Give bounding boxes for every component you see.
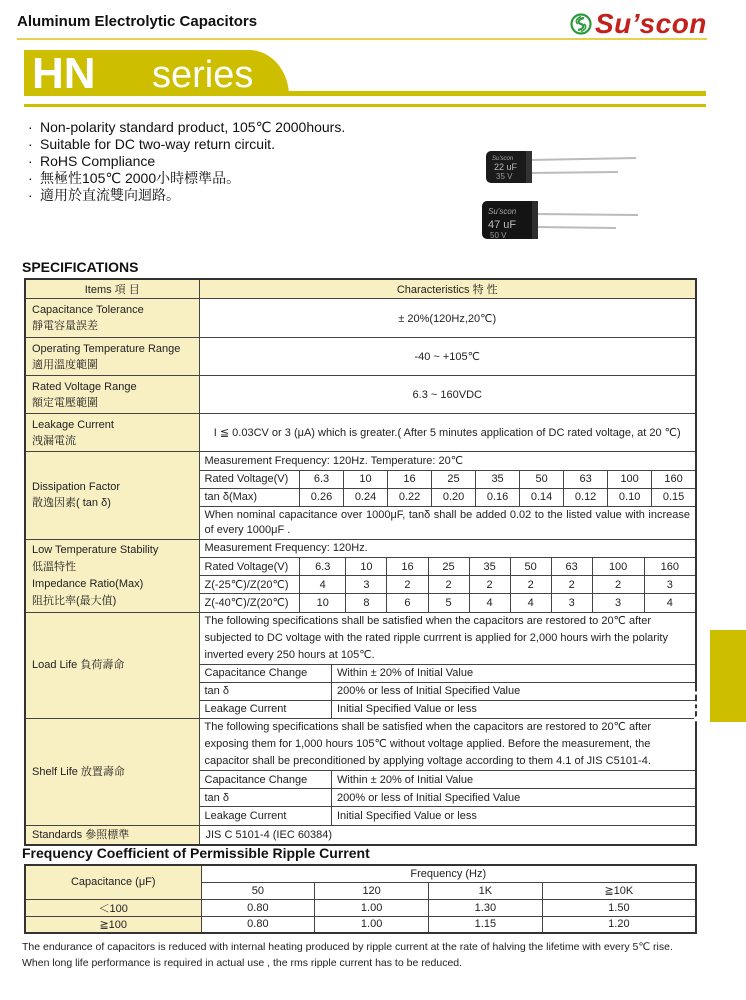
- ripple-note: The endurance of capacitors is reduced with internal heating produced by ripple current at the rate of halving the lifetime with every 5℃ rise. When long life performance is required in actual use , the rms ripple current has to be reduced.: [22, 941, 673, 969]
- series-banner: [24, 50, 706, 98]
- item-label: Dissipation Factor 散逸因素( tan δ): [25, 452, 199, 540]
- svg-text:Su'scon: Su'scon: [492, 156, 514, 162]
- svg-text:Su'scon: Su'scon: [488, 207, 517, 216]
- header-items: Items 項 目: [25, 279, 199, 299]
- shelf-life-table: The following specifications shall be satisfied when the capacitors are restored to 20℃ after exposing them for 1,000 hours 105℃ without voltage applied. Before the measurement, the capacitor shall be preconditioned by applying voltage according to them 4.1 of JIS C5101-4. Capacitance Change Within ± 20% of Initial Value tan δ 200% or less of Initial Specified Value Leakage Current Initial Specified Value or less: [200, 719, 696, 825]
- series-underline: [24, 104, 706, 107]
- ripple-table: [24, 864, 697, 934]
- svg-text:22 uF: 22 uF: [494, 162, 518, 172]
- spec-row-load-life: [25, 612, 696, 719]
- frequency-row: 50 120 1K ≧10K: [25, 882, 696, 899]
- spec-header-row: [25, 279, 696, 299]
- item-label: Leakage Current 洩漏電流: [25, 414, 199, 452]
- measurement-condition: Measurement Frequency: 120Hz. Temperature: 20℃: [200, 452, 696, 470]
- feature-item: · 適用於直流雙向迴路。: [28, 187, 180, 203]
- item-value: 6.3 ~ 160VDC: [199, 376, 696, 414]
- brand-swirl-icon: [570, 13, 592, 35]
- feature-list: [28, 119, 345, 204]
- svg-text:35 V: 35 V: [496, 172, 513, 181]
- header-characteristics: Characteristics 特 性: [199, 279, 696, 299]
- side-series-tab: HN: [710, 630, 746, 722]
- product-photo: [478, 148, 648, 243]
- series-word: series: [152, 54, 254, 96]
- series-banner-line: [274, 91, 706, 96]
- item-label: Rated Voltage Range 額定電壓範圍: [25, 376, 199, 414]
- feature-item: · RoHS Compliance: [28, 153, 156, 169]
- impedance-40-row: Z(-40℃)/Z(20℃) 10 8 6 5 4 4 3 3 4: [200, 594, 696, 612]
- svg-text:47 uF: 47 uF: [488, 219, 517, 231]
- impedance-25-row: Z(-25℃)/Z(20℃) 4 3 2 2 2 2 2 2 3: [200, 576, 696, 594]
- item-label: Low Temperature Stability 低溫特性 Impedance Ratio(Max) 阻抗比率(最大值): [25, 539, 199, 612]
- svg-text:50 V: 50 V: [490, 231, 507, 240]
- spec-row-leakage-current: [25, 414, 696, 452]
- impedance-table: [200, 540, 696, 612]
- series-code: HN: [32, 49, 96, 98]
- spec-row-operating-temperature: [25, 338, 696, 376]
- ripple-row: ≧100 0.80 1.00 1.15 1.20: [25, 916, 696, 933]
- spec-row-shelf-life: [25, 719, 696, 826]
- spec-row-rated-voltage-range: [25, 376, 696, 414]
- spec-row-capacitance-tolerance: [25, 299, 696, 338]
- item-label: Capacitance Tolerance 靜電容量誤差: [25, 299, 199, 338]
- measurement-condition: Measurement Frequency: 120Hz.: [200, 540, 696, 558]
- item-value: ± 20%(120Hz,20℃): [199, 299, 696, 338]
- item-label: Standards 參照標準: [25, 825, 199, 845]
- capacitor-large: [482, 201, 638, 240]
- ripple-header-row: [25, 865, 696, 882]
- feature-item: · Suitable for DC two-way return circuit.: [28, 136, 275, 152]
- capacitor-small: [486, 151, 636, 183]
- item-label: Operating Temperature Range 適用溫度範圍: [25, 338, 199, 376]
- item-value: JIS C 5101-4 (IEC 60384): [199, 825, 696, 845]
- feature-item: · 無極性105℃ 2000小時標準品。: [28, 170, 241, 186]
- dissipation-table: [200, 452, 696, 539]
- item-label: Shelf Life 放置壽命: [25, 719, 199, 826]
- voltage-row: Rated Voltage(V) 6.3 10 16 25 35 50 63 100 160: [200, 558, 696, 576]
- item-value: -40 ~ +105℃: [199, 338, 696, 376]
- feature-item: · Non-polarity standard product, 105℃ 2000hours.: [28, 119, 346, 135]
- item-value: I ≦ 0.03CV or 3 (μA) which is greater.( After 5 minutes application of DC rated voltage, at 20 ℃): [199, 414, 696, 452]
- load-life-table: The following specifications shall be satisfied when the capacitors are restored to 20℃ after subjected to DC voltage with the rated ripple currrent is applied for 2,000 hours wirh the polarity inverted every 250 hours at 105℃. Capacitance Change Within ± 20% of Initial Value tan δ 200% or less of Initial Specified Value Leakage Current Initial Specified Value or less: [200, 613, 696, 719]
- ripple-title: Frequency Coefficient of Permissible Ripple Current: [22, 845, 370, 861]
- specifications-title: SPECIFICATIONS: [22, 259, 139, 275]
- item-label: Load Life 負荷壽命: [25, 612, 199, 719]
- specifications-table: [24, 278, 697, 846]
- brand-logo: [570, 8, 707, 40]
- brand-name: Su’scon: [595, 8, 707, 39]
- spec-row-dissipation-factor: [25, 452, 696, 540]
- load-life-text: The following specifications shall be satisfied when the capacitors are restored to 20℃ after subjected to DC voltage with the rated ripple currrent is applied for 2,000 hours wirh the polarity inverted every 250 hours at 105℃.: [200, 613, 696, 665]
- capacitance-header: Capacitance (μF): [25, 865, 201, 899]
- document-category: Aluminum Electrolytic Capacitors: [17, 13, 258, 30]
- tan-delta-row: tan δ(Max) 0.26 0.24 0.22 0.20 0.16 0.14 0.12 0.10 0.15: [200, 488, 696, 506]
- dissipation-note: When nominal capacitance over 1000μF, tanδ shall be added 0.02 to the listed value with increase of every 1000μF .: [200, 506, 696, 539]
- frequency-header: Frequency (Hz): [201, 865, 696, 882]
- shelf-life-text: The following specifications shall be satisfied when the capacitors are restored to 20℃ after exposing them for 1,000 hours 105℃ without voltage applied. Before the measurement, the capacitor shall be preconditioned by applying voltage according to them 4.1 of JIS C5101-4.: [200, 719, 696, 771]
- voltage-row: Rated Voltage(V) 6.3 10 16 25 35 50 63 100 160: [200, 470, 696, 488]
- ripple-row: ＜100 0.80 1.00 1.30 1.50: [25, 899, 696, 916]
- spec-row-low-temperature: [25, 539, 696, 612]
- spec-row-standards: [25, 825, 696, 845]
